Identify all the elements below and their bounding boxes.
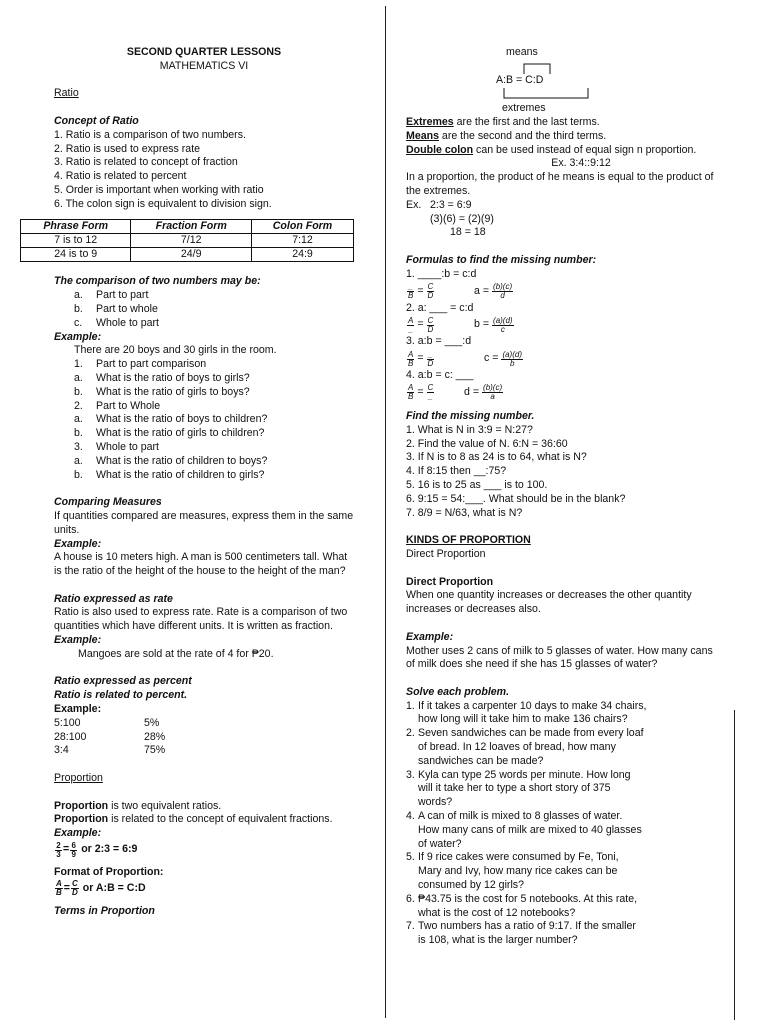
direct-heading: Direct Proportion: [406, 575, 494, 588]
concept-list: [54, 129, 354, 212]
numerator: A: [408, 349, 414, 359]
problem-line: how long will it take him to make 136 chairs?: [418, 713, 628, 726]
equals-sign: =: [417, 284, 424, 297]
product-example: [406, 199, 716, 213]
list-item: [74, 358, 354, 372]
formula-block: [406, 335, 716, 369]
list-item: 6. The colon sign is equivalent to division sign.: [54, 197, 272, 210]
list-item: 2. Find the value of N. 6:N = 36:60: [406, 437, 568, 450]
problem-line: what is the cost of 12 notebooks?: [418, 906, 576, 919]
fraction: [407, 384, 414, 401]
problem-line: If 9 rice cakes were consumed by Fe, Toni,: [418, 851, 619, 864]
rate-example-label: Example:: [54, 634, 102, 647]
list-marker: b.: [74, 427, 83, 440]
list-marker: b.: [74, 468, 83, 481]
concept-heading: Concept of Ratio: [54, 114, 139, 127]
percent-subheading: Ratio is related to percent.: [54, 689, 188, 702]
ratio-heading: Ratio: [54, 87, 79, 100]
equals-sign: =: [417, 386, 424, 399]
table-header: Colon Form: [252, 219, 354, 233]
denominator: B: [408, 291, 414, 301]
table-cell: 24 is to 9: [21, 247, 131, 261]
list-item: 2. Ratio is used to express rate: [54, 142, 201, 155]
table-header: Phrase Form: [21, 219, 131, 233]
measures-heading: Comparing Measures: [54, 496, 162, 509]
formula-line: 2. a: ___ = c:d: [406, 301, 474, 314]
fraction-equation: [406, 351, 470, 368]
list-item: [406, 700, 716, 728]
definition-text: is two equivalent ratios.: [108, 799, 222, 812]
list-item: 4. Ratio is related to percent: [54, 170, 187, 183]
list-item: [74, 317, 354, 331]
problem-line: of bread. In 12 loaves of bread, how many: [418, 741, 616, 754]
fraction: [55, 880, 63, 897]
list-marker: b.: [74, 302, 83, 315]
measures-example: A house is 10 meters high. A man is 500 centimeters tall. What is the ratio of the height of the house to the height of the man?: [54, 551, 348, 578]
denominator: B: [408, 392, 414, 402]
fraction-equation: [406, 317, 470, 334]
list-item: 5. Order is important when working with ratio: [54, 183, 264, 196]
table-cell: 7/12: [131, 233, 252, 247]
percent-heading: Ratio expressed as percent: [54, 675, 192, 688]
rate-heading: Ratio expressed as rate: [54, 592, 173, 605]
ex-line: 18 = 18: [450, 226, 486, 239]
list-text: Whole to part: [96, 440, 160, 453]
list-text: Part to part comparison: [96, 358, 207, 371]
problem-text: [418, 727, 644, 768]
table-row: [21, 233, 354, 247]
extremes-label: extremes: [502, 102, 546, 114]
list-item: [74, 303, 354, 317]
list-item: [74, 413, 354, 427]
list-item: 5. 16 is to 25 as ___ is to 100.: [406, 478, 548, 491]
denominator: _: [408, 324, 413, 334]
fraction: [427, 317, 435, 334]
definition-text: are the second and the third terms.: [438, 129, 607, 142]
table-cell: 24/9: [131, 247, 252, 261]
list-marker: c.: [74, 316, 83, 329]
problem-line: Two numbers has a ratio of 9:17. If the smaller: [418, 920, 636, 933]
ratio-value: 3:4: [54, 744, 69, 757]
formula-block: [406, 369, 716, 403]
list-item: [74, 289, 354, 303]
percent-value: 5%: [144, 716, 160, 729]
percent-value: 75%: [144, 744, 166, 757]
percent-row: [54, 717, 354, 731]
comparison-list: [54, 289, 354, 330]
list-marker: b.: [74, 385, 83, 398]
problem-text: [418, 893, 637, 921]
problem-line: will it take her to type a short story of 375: [418, 782, 611, 795]
fraction: [71, 880, 79, 897]
proportion-example-label: Example:: [54, 827, 102, 840]
list-marker: 2.: [74, 399, 83, 412]
formula-line: 4. a:b = c: ___: [406, 369, 474, 382]
list-item: [74, 469, 354, 483]
proportion-heading: Proportion: [54, 772, 103, 785]
list-marker: a.: [74, 413, 83, 426]
numerator: 2: [56, 840, 61, 850]
problem-line: is 108, what is the larger number?: [418, 934, 578, 947]
percent-row: [54, 744, 354, 758]
list-text: What is the ratio of boys to children?: [96, 413, 268, 426]
definition-text: is related to the concept of equivalent fractions.: [108, 813, 333, 826]
list-item: 7. 8/9 = N/63, what is N?: [406, 506, 523, 519]
formula-row: [406, 349, 716, 369]
denominator: d: [500, 291, 505, 301]
denominator: a: [490, 392, 495, 402]
fraction-equation: [406, 384, 470, 401]
list-item: [74, 386, 354, 400]
ratio-forms-table: [20, 219, 354, 262]
numerator: (a)(d): [493, 315, 513, 325]
percent-row: [54, 731, 354, 745]
numerator: C: [71, 879, 78, 889]
format-rest: or A:B = C:D: [82, 881, 146, 894]
denominator: B: [408, 358, 414, 368]
denominator: c: [500, 324, 505, 334]
denominator: _: [428, 392, 433, 402]
numerator: C: [427, 282, 434, 292]
list-marker: a.: [74, 289, 83, 302]
list-marker: 3.: [406, 768, 415, 781]
list-item: [406, 769, 716, 810]
problem-line: If it takes a carpenter 10 days to make 34 chairs,: [418, 699, 647, 712]
numerator: A: [56, 879, 62, 889]
fraction: [55, 842, 62, 859]
terms-heading: Terms in Proportion: [54, 904, 155, 917]
problem-line: Seven sandwiches can be made from every loaf: [418, 727, 644, 740]
formula-row: [406, 282, 716, 302]
denominator: D: [427, 324, 434, 334]
direct-example-label: Example:: [406, 630, 454, 643]
variable: d =: [464, 386, 480, 399]
table-header-row: [21, 219, 354, 233]
problem-text: [418, 920, 636, 948]
list-item: 6. 9:15 = 54:___. What should be in the blank?: [406, 492, 626, 505]
term: Extremes: [406, 116, 454, 128]
list-marker: 6.: [406, 892, 415, 905]
denominator: b: [509, 358, 515, 368]
equals-sign: =: [63, 881, 70, 894]
column-divider: [385, 6, 386, 1018]
problem-line: words?: [418, 796, 453, 809]
denominator: D: [427, 291, 434, 301]
means-extremes-diagram: [406, 46, 716, 116]
kinds-heading: KINDS OF PROPORTION: [406, 534, 531, 547]
formula-line: 3. a:b = ___:d: [406, 335, 472, 348]
ratio-value: 5:100: [54, 716, 81, 729]
proportion-expression: A:B = C:D: [496, 74, 544, 86]
right-column: [406, 46, 716, 948]
fraction: [427, 384, 435, 401]
numerator: C: [427, 315, 434, 325]
ex-line: 2:3 = 6:9: [430, 198, 472, 211]
proportion-definition: [54, 813, 354, 827]
equals-sign: =: [63, 843, 70, 856]
numerator: 6: [71, 840, 76, 850]
margin-line: [734, 710, 735, 1020]
solution-fraction: [492, 317, 514, 334]
problem-line: Kyla can type 25 words per minute. How long: [418, 768, 631, 781]
table-header: Fraction Form: [131, 219, 252, 233]
list-marker: 7.: [406, 920, 415, 933]
term: Means: [406, 129, 439, 142]
problem-line: consumed by 12 girls?: [418, 879, 524, 892]
list-item: [406, 727, 716, 768]
rate-text: Ratio is also used to express rate. Rate is a comparison of two quantities which have different units. It is written as fraction.: [54, 606, 348, 633]
list-text: Part to part: [96, 289, 149, 302]
problem-line: of water?: [418, 837, 462, 850]
measures-text: If quantities compared are measures, express them in the same units.: [54, 509, 354, 536]
numerator: A: [408, 383, 414, 393]
double-colon-definition: [406, 144, 716, 158]
variable: a =: [474, 284, 490, 297]
list-text: What is the ratio of girls to children?: [96, 427, 265, 440]
problem-line: A can of milk is mixed to 8 glasses of water.: [418, 810, 623, 823]
table-cell: 7:12: [252, 233, 354, 247]
numerator: C: [427, 383, 434, 393]
list-item: [406, 810, 716, 851]
formulas-heading: Formulas to find the missing number:: [406, 253, 597, 266]
means-label: means: [506, 46, 538, 58]
list-item: 3. Ratio is related to concept of fraction: [54, 156, 238, 169]
list-item: [74, 372, 354, 386]
numerator: (b)(c): [483, 383, 503, 393]
example-intro: There are 20 boys and 30 girls in the room.: [74, 344, 277, 357]
variable: b =: [474, 318, 490, 331]
list-item: 1. Ratio is a comparison of two numbers.: [54, 128, 246, 141]
equals-sign: =: [417, 318, 424, 331]
fraction: [407, 317, 414, 334]
denominator: D: [427, 358, 434, 368]
formula-block: [406, 302, 716, 336]
list-item: 4. If 8:15 then __:75?: [406, 465, 507, 478]
list-marker: 2.: [406, 727, 415, 740]
term: Proportion: [54, 799, 109, 812]
direct-example: Mother uses 2 cans of milk to 5 glasses of water. How many cans of milk does she need if she has 15 glasses of water?: [406, 644, 713, 671]
list-marker: a.: [74, 371, 83, 384]
formula-block: [406, 268, 716, 302]
extremes-definition: [406, 116, 716, 130]
list-text: Part to whole: [96, 302, 158, 315]
fraction: [407, 283, 414, 300]
list-item: [406, 920, 716, 948]
fraction-equation: [406, 283, 470, 300]
problem-text: [418, 810, 642, 851]
equals-sign: =: [417, 352, 424, 365]
ex-line: (3)(6) = (2)(9): [430, 212, 494, 225]
formula-row: [406, 383, 716, 403]
formula-line: 1. ____:b = c:d: [406, 267, 477, 280]
page-title: SECOND QUARTER LESSONS: [126, 46, 282, 58]
ratio-value: 28:100: [54, 730, 87, 743]
problem-line: Mary and Ivy, how many rice cakes can be: [418, 865, 618, 878]
list-marker: 1.: [74, 358, 83, 371]
problem-line: sandwiches can be made?: [418, 754, 544, 767]
numerator: _: [428, 349, 433, 359]
table-cell: 24:9: [252, 247, 354, 261]
table-row: [21, 247, 354, 261]
formula-row: [406, 315, 716, 335]
list-marker: a.: [74, 454, 83, 467]
ex-label: Ex.: [406, 198, 422, 211]
example-rest: or 2:3 = 6:9: [81, 843, 138, 856]
list-item: [74, 455, 354, 469]
variable: c =: [484, 352, 499, 365]
list-item: [406, 893, 716, 921]
list-text: What is the ratio of boys to girls?: [96, 371, 250, 384]
solution-fraction: [501, 351, 523, 368]
problem-line: ₱43.75 is the cost for 5 notebooks. At this rate,: [418, 892, 638, 905]
percent-example-label: Example:: [54, 703, 102, 716]
means-definition: [406, 130, 716, 144]
product-rule: In a proportion, the product of he means is equal to the product of the extremes.: [406, 171, 714, 197]
numerator: _: [408, 282, 413, 292]
list-marker: 1.: [406, 699, 415, 712]
denominator: B: [56, 888, 62, 898]
direct-text: When one quantity increases or decreases the other quantity increases or decreases also.: [406, 589, 692, 616]
list-marker: 4.: [406, 810, 415, 823]
comparison-heading: The comparison of two numbers may be:: [54, 275, 261, 288]
list-item: [406, 851, 716, 892]
format-heading: Format of Proportion:: [54, 866, 164, 879]
numerator: (a)(d): [502, 349, 522, 359]
definition-text: are the first and the last terms.: [453, 116, 600, 128]
definition-text: can be used instead of equal sign n proportion.: [473, 143, 697, 156]
list-item: [74, 427, 354, 441]
missing-heading: Find the missing number.: [406, 409, 535, 422]
rate-example: Mangoes are sold at the rate of 4 for ₱20.: [78, 647, 274, 660]
list-text: What is the ratio of girls to boys?: [96, 385, 250, 398]
percent-value: 28%: [144, 730, 166, 743]
fraction: [427, 351, 435, 368]
fraction: [70, 842, 77, 859]
kinds-subheading: Direct Proportion: [406, 547, 486, 560]
format-formula: [54, 880, 354, 898]
list-text: What is the ratio of children to girls?: [96, 468, 265, 481]
fraction: [427, 283, 435, 300]
example-label: Example:: [54, 330, 102, 343]
fraction: [407, 351, 414, 368]
table-cell: 7 is to 12: [21, 233, 131, 247]
list-item: 3. If N is to 8 as 24 is to 64, what is N?: [406, 451, 587, 464]
denominator: 9: [71, 849, 76, 859]
problem-text: [418, 769, 631, 810]
term: Proportion: [54, 813, 109, 826]
example-list: [54, 358, 354, 482]
numerator: A: [408, 315, 414, 325]
numerator: (b)(c): [493, 282, 513, 292]
proportion-definition: [54, 800, 354, 814]
list-marker: 3.: [74, 440, 83, 453]
missing-list: [406, 424, 716, 521]
measures-example-label: Example:: [54, 537, 102, 550]
list-text: Whole to part: [96, 316, 160, 329]
double-colon-example: Ex. 3:4::9:12: [551, 157, 611, 170]
problem-line: How many cans of milk are mixed to 40 glasses: [418, 823, 642, 836]
list-text: What is the ratio of children to boys?: [96, 454, 268, 467]
problem-text: [418, 851, 619, 892]
page-subtitle: MATHEMATICS VI: [159, 59, 249, 72]
solution-fraction: [492, 283, 513, 300]
denominator: 3: [56, 849, 61, 859]
list-marker: 5.: [406, 851, 415, 864]
list-item: [74, 441, 354, 455]
term: Double colon: [406, 143, 474, 156]
proportion-example: [54, 841, 354, 859]
list-text: Part to Whole: [96, 399, 161, 412]
solve-heading: Solve each problem.: [406, 685, 510, 698]
problem-list: [406, 700, 716, 948]
left-column: [43, 46, 354, 919]
problem-text: [418, 700, 646, 728]
solution-fraction: [482, 384, 503, 401]
list-item: [74, 400, 354, 414]
denominator: D: [71, 888, 78, 898]
list-item: 1. What is N in 3:9 = N:27?: [406, 423, 533, 436]
